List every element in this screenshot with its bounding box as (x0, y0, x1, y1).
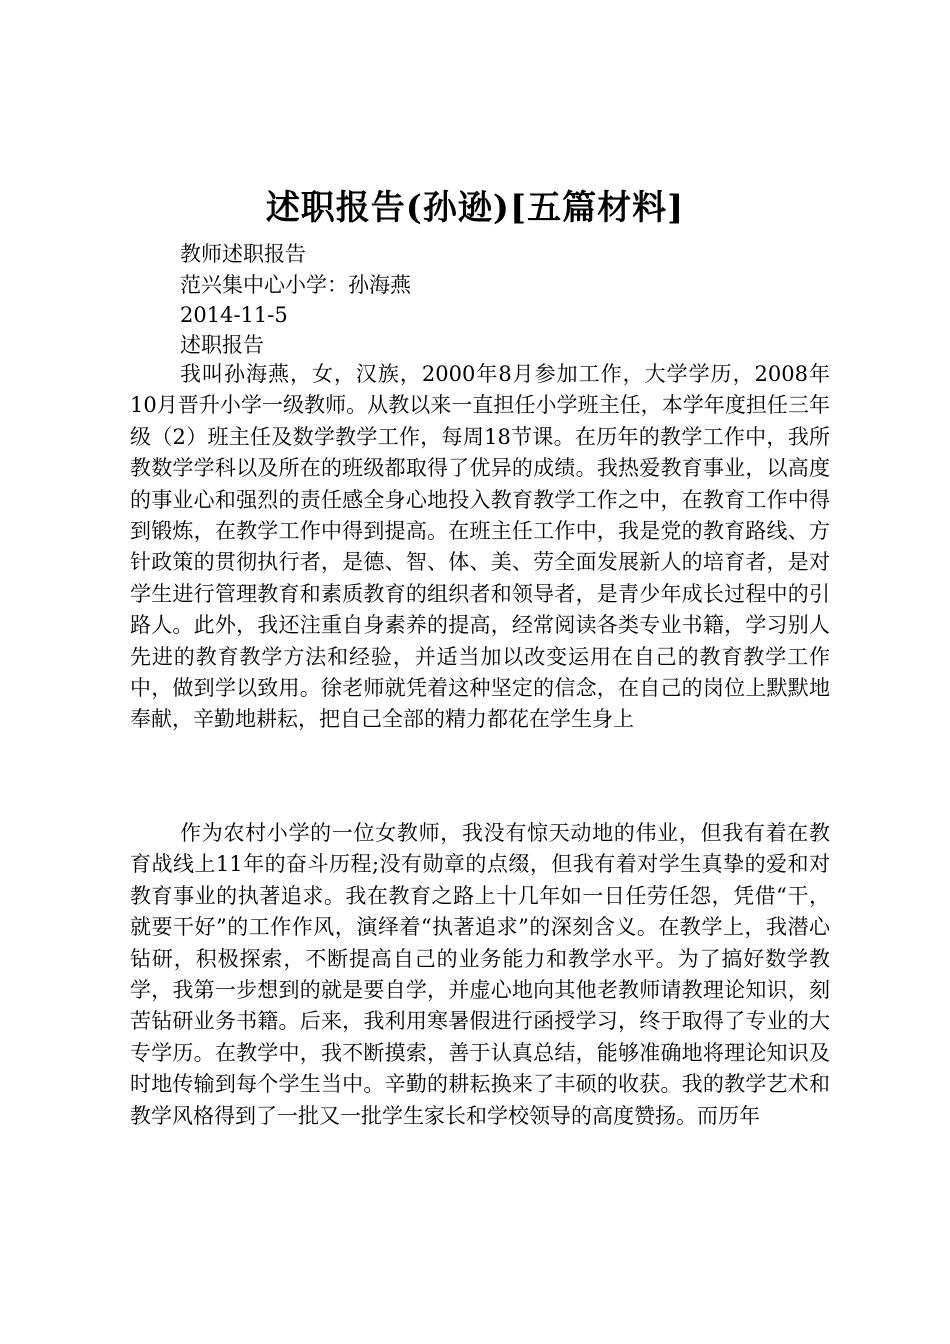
school-author-line: 范兴集中心小学：孙海燕 (180, 273, 411, 297)
document-title: 述职报告(孙逊)[五篇材料] (265, 188, 685, 228)
body-paragraph-1: 我叫孙海燕，女，汉族，2000年8月参加工作，大学学历，2008年10月晋升小学一级教师。从教以来一直担任小学班主任，本学年度担任三年级（2）班主任及数学教学工作，每周18节课。在历年的教学工作中，我所教数学学科以及所在的班级都取得了优异的成绩。我热爱教育事业，以高度的事业心和强烈的责任感全身心地投入教育教学工作之中，在教育工作中得到锻炼，在教学工作中得到提高。在班主任工作中，我是党的教育路线、方针政策的贯彻执行者，是德、智、体、美、劳全面发展新人的培育者，是对学生进行管理教育和素质教育的组织者和领导者，是青少年成长过程中的引路人。此外，我还注重自身素养的提高，经常阅读各类专业书籍，学习别人先进的教育教学方法和经验，并适当加以改变运用在自己的教育教学工作中，做到学以致用。徐老师就凭着这种坚定的信念，在自己的岗位上默默地奉献，辛勤地耕耘，把自己全部的精力都花在学生身上 (130, 362, 830, 732)
subtitle-line: 教师述职报告 (180, 242, 306, 266)
section-heading: 述职报告 (180, 333, 264, 357)
date-line: 2014-11-5 (180, 303, 288, 327)
body-paragraph-2: 作为农村小学的一位女教师，我没有惊天动地的伟业，但我有着在教育战线上11年的奋斗历程;没有勋章的点缀，但我有着对学生真挚的爱和对教育事业的执著追求。我在教育之路上十几年如一日任劳任怨，凭借“干，就要干好”的工作作风，演绎着“执著追求”的深刻含义。在教学上，我潜心钻研，积极探索，不断提高自己的业务能力和教学水平。为了搞好数学教学，我第一步想到的就是要自学，并虚心地向其他老教师请教理论知识，刻苦钻研业务书籍。后来，我利用寒暑假进行函授学习，终于取得了专业的大专学历。在教学中，我不断摸索，善于认真总结，能够准确地将理论知识及时地传输到每个学生当中。辛勤的耕耘换来了丰硕的收获。我的教学艺术和教学风格得到了一批又一批学生家长和学校领导的高度赞扬。而历年 (130, 821, 830, 1128)
